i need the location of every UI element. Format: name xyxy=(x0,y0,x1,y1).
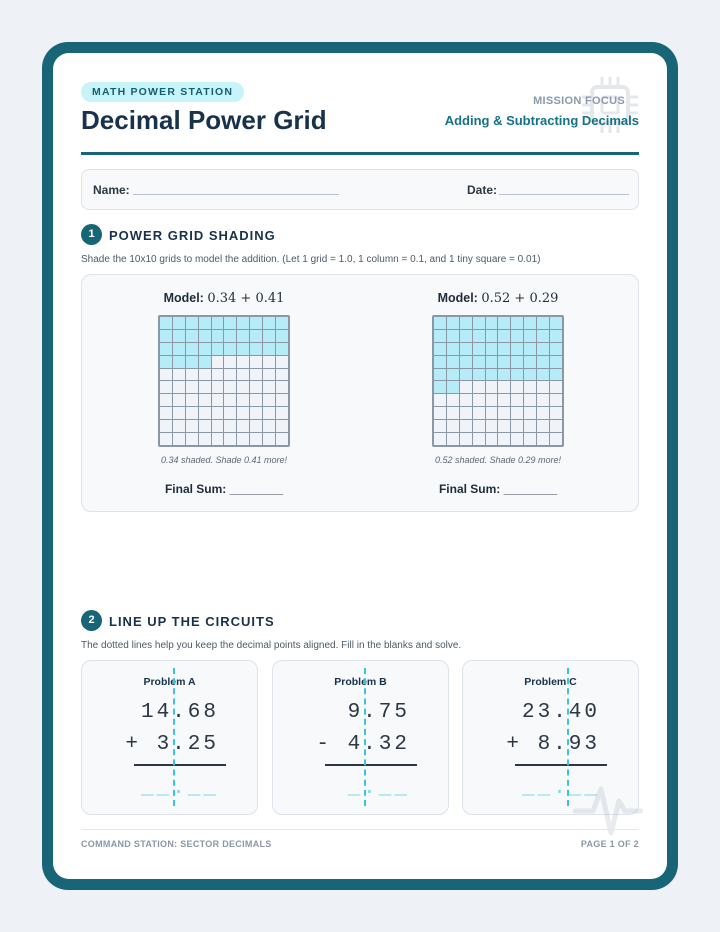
grid-square[interactable] xyxy=(224,407,236,419)
problem-a-answer[interactable]: __.__ xyxy=(140,777,219,800)
grid-square[interactable] xyxy=(550,420,562,432)
grid-square[interactable] xyxy=(276,330,288,342)
grid-square[interactable] xyxy=(276,394,288,406)
problem-c-answer[interactable]: __.__ xyxy=(521,777,600,800)
grid-square[interactable] xyxy=(186,407,198,419)
grid-square[interactable] xyxy=(524,356,536,368)
grid-square[interactable] xyxy=(276,433,288,445)
grid-square[interactable] xyxy=(263,394,275,406)
grid-square[interactable] xyxy=(511,317,523,329)
grid-square[interactable] xyxy=(473,330,485,342)
grid-square[interactable] xyxy=(186,317,198,329)
name-label: Name: xyxy=(93,183,130,197)
grid-square[interactable] xyxy=(263,433,275,445)
grid-square[interactable] xyxy=(186,433,198,445)
grid-square[interactable] xyxy=(460,394,472,406)
grid-square[interactable] xyxy=(447,330,459,342)
date-field[interactable] xyxy=(499,194,629,195)
grid-square[interactable] xyxy=(511,420,523,432)
grid-square[interactable] xyxy=(537,433,549,445)
section-1-title: POWER GRID SHADING xyxy=(109,228,276,243)
section-1-number: 1 xyxy=(81,224,102,245)
grid-square[interactable] xyxy=(237,433,249,445)
grid-square[interactable] xyxy=(224,394,236,406)
grid-square[interactable] xyxy=(524,433,536,445)
grid-square[interactable] xyxy=(212,369,224,381)
grid-square[interactable] xyxy=(460,330,472,342)
grid-square[interactable] xyxy=(537,330,549,342)
grid-square[interactable] xyxy=(160,433,172,445)
grid-square[interactable] xyxy=(498,356,510,368)
grid-square[interactable] xyxy=(434,356,446,368)
grid-square[interactable] xyxy=(224,356,236,368)
grid-square[interactable] xyxy=(160,369,172,381)
grid-square[interactable] xyxy=(160,343,172,355)
grid-square[interactable] xyxy=(276,356,288,368)
page-title: Decimal Power Grid xyxy=(81,105,327,135)
problem-a-card xyxy=(81,660,258,815)
grid-square[interactable] xyxy=(550,369,562,381)
grid-square[interactable] xyxy=(498,407,510,419)
grid-square[interactable] xyxy=(447,317,459,329)
grid-square[interactable] xyxy=(199,369,211,381)
grid-square[interactable] xyxy=(263,317,275,329)
grid-square[interactable] xyxy=(199,433,211,445)
mission-label: MISSION FOCUS xyxy=(533,95,625,107)
footer-divider xyxy=(81,829,639,830)
grid-square[interactable] xyxy=(224,433,236,445)
model-b-expression: 0.52 + 0.29 xyxy=(481,291,559,306)
grid-square[interactable] xyxy=(224,420,236,432)
grid-square[interactable] xyxy=(250,356,262,368)
grid-square[interactable] xyxy=(537,407,549,419)
grid-square[interactable] xyxy=(537,394,549,406)
section-2-title: LINE UP THE CIRCUITS xyxy=(109,614,275,629)
page-number: PAGE 1 OF 2 xyxy=(580,839,639,849)
grid-square[interactable] xyxy=(186,343,198,355)
grid-square[interactable] xyxy=(473,369,485,381)
grid-square[interactable] xyxy=(447,433,459,445)
model-b-label: Model: xyxy=(437,291,478,305)
grid-square[interactable] xyxy=(160,317,172,329)
worksheet-page xyxy=(53,53,667,879)
grid-square[interactable] xyxy=(486,356,498,368)
grid-square[interactable] xyxy=(434,420,446,432)
grid-square[interactable] xyxy=(250,381,262,393)
grid-square[interactable] xyxy=(537,356,549,368)
grid-square[interactable] xyxy=(511,394,523,406)
grid-square[interactable] xyxy=(199,394,211,406)
grid-square[interactable] xyxy=(186,381,198,393)
model-b-title xyxy=(398,291,598,306)
grid-square[interactable] xyxy=(511,330,523,342)
header-badge: MATH POWER STATION xyxy=(81,82,244,102)
grid-square[interactable] xyxy=(173,394,185,406)
grid-square[interactable] xyxy=(276,317,288,329)
grid-square[interactable] xyxy=(237,381,249,393)
grid-square[interactable] xyxy=(250,420,262,432)
grid-square[interactable] xyxy=(237,394,249,406)
grid-square[interactable] xyxy=(212,356,224,368)
grid-square[interactable] xyxy=(224,343,236,355)
grid-square[interactable] xyxy=(460,343,472,355)
header-divider xyxy=(81,152,639,155)
grid-square[interactable] xyxy=(237,330,249,342)
problem-c-line1: 23.40 xyxy=(521,701,600,724)
grid-square[interactable] xyxy=(224,381,236,393)
grid-square[interactable] xyxy=(524,317,536,329)
grid-square[interactable] xyxy=(212,381,224,393)
grid-square[interactable] xyxy=(250,369,262,381)
grid-square[interactable] xyxy=(486,407,498,419)
grid-square[interactable] xyxy=(250,394,262,406)
grid-square[interactable] xyxy=(263,343,275,355)
grid-square[interactable] xyxy=(186,420,198,432)
grid-square[interactable] xyxy=(511,407,523,419)
grid-square[interactable] xyxy=(550,343,562,355)
grid-square[interactable] xyxy=(486,394,498,406)
grid-square[interactable] xyxy=(434,369,446,381)
grid-square[interactable] xyxy=(250,433,262,445)
grid-square[interactable] xyxy=(186,369,198,381)
grid-square[interactable] xyxy=(160,407,172,419)
grid-square[interactable] xyxy=(498,433,510,445)
grid-square[interactable] xyxy=(537,420,549,432)
grid-square[interactable] xyxy=(173,343,185,355)
grid-square[interactable] xyxy=(250,407,262,419)
model-a-note: 0.34 shaded. Shade 0.41 more! xyxy=(160,455,288,465)
grid-square[interactable] xyxy=(447,407,459,419)
grid-square[interactable] xyxy=(434,343,446,355)
grid-square[interactable] xyxy=(447,381,459,393)
grid-square[interactable] xyxy=(486,317,498,329)
grid-square[interactable] xyxy=(237,420,249,432)
grid-square[interactable] xyxy=(434,394,446,406)
grid-square[interactable] xyxy=(486,433,498,445)
grid-square[interactable] xyxy=(212,330,224,342)
grid-square[interactable] xyxy=(524,343,536,355)
grid-square[interactable] xyxy=(460,407,472,419)
problem-b-title: Problem B xyxy=(334,676,387,688)
grid-square[interactable] xyxy=(276,369,288,381)
grid-square[interactable] xyxy=(276,407,288,419)
grid-square[interactable] xyxy=(498,343,510,355)
grid-square[interactable] xyxy=(486,381,498,393)
problem-a-line2: + 3.25 xyxy=(125,733,219,756)
grid-panel xyxy=(81,274,639,512)
grid-square[interactable] xyxy=(447,343,459,355)
grid-square[interactable] xyxy=(263,381,275,393)
grid-square[interactable] xyxy=(212,420,224,432)
grid-square[interactable] xyxy=(473,317,485,329)
grid-square[interactable] xyxy=(276,343,288,355)
grid-square[interactable] xyxy=(460,381,472,393)
grid-square[interactable] xyxy=(473,381,485,393)
grid-square[interactable] xyxy=(511,433,523,445)
grid-square[interactable] xyxy=(498,394,510,406)
problem-c-title: Problem C xyxy=(524,676,577,688)
grid-square[interactable] xyxy=(263,407,275,419)
grid-square[interactable] xyxy=(434,317,446,329)
grid-square[interactable] xyxy=(550,381,562,393)
grid-square[interactable] xyxy=(498,369,510,381)
date-label: Date: xyxy=(467,183,498,197)
grid-square[interactable] xyxy=(263,356,275,368)
grid-square[interactable] xyxy=(160,420,172,432)
grid-square[interactable] xyxy=(537,317,549,329)
grid-square[interactable] xyxy=(173,356,185,368)
grid-square[interactable] xyxy=(473,343,485,355)
grid-square[interactable] xyxy=(160,394,172,406)
grid-square[interactable] xyxy=(173,330,185,342)
grid-square[interactable] xyxy=(237,407,249,419)
grid-square[interactable] xyxy=(550,330,562,342)
grid-square[interactable] xyxy=(550,356,562,368)
grid-square[interactable] xyxy=(186,394,198,406)
grid-square[interactable] xyxy=(511,369,523,381)
grid-square[interactable] xyxy=(263,330,275,342)
section-2-description: The dotted lines help you keep the decimal points aligned. Fill in the blanks and solve. xyxy=(81,640,462,651)
grid-square[interactable] xyxy=(224,369,236,381)
grid-square[interactable] xyxy=(473,394,485,406)
grid-square[interactable] xyxy=(447,356,459,368)
grid-square[interactable] xyxy=(237,369,249,381)
grid-square[interactable] xyxy=(263,420,275,432)
grid-square[interactable] xyxy=(447,369,459,381)
grid-square[interactable] xyxy=(473,407,485,419)
mission-value: Adding & Subtracting Decimals xyxy=(444,113,639,128)
grid-square[interactable] xyxy=(524,330,536,342)
grid-square[interactable] xyxy=(434,433,446,445)
grid-square[interactable] xyxy=(160,330,172,342)
grid-square[interactable] xyxy=(212,394,224,406)
grid-square[interactable] xyxy=(173,317,185,329)
problem-b-card xyxy=(272,660,449,815)
grid-square[interactable] xyxy=(447,394,459,406)
grid-square[interactable] xyxy=(486,343,498,355)
grid-square[interactable] xyxy=(250,343,262,355)
grid-square[interactable] xyxy=(460,433,472,445)
grid-square[interactable] xyxy=(434,407,446,419)
grid-square[interactable] xyxy=(199,317,211,329)
grid-square[interactable] xyxy=(537,343,549,355)
problem-a-line1: 14.68 xyxy=(140,701,219,724)
grid-square[interactable] xyxy=(173,433,185,445)
grid-square[interactable] xyxy=(511,381,523,393)
grid-square[interactable] xyxy=(460,356,472,368)
name-date-box xyxy=(81,169,639,210)
section-1-description: Shade the 10x10 grids to model the addition. (Let 1 grid = 1.0, 1 column = 0.1, and 1 tiny square = 0.01) xyxy=(81,254,541,265)
grid-square[interactable] xyxy=(212,317,224,329)
grid-square[interactable] xyxy=(173,381,185,393)
grid-square[interactable] xyxy=(460,317,472,329)
grid-square[interactable] xyxy=(486,420,498,432)
grid-square[interactable] xyxy=(250,317,262,329)
grid-square[interactable] xyxy=(276,420,288,432)
grid-square[interactable] xyxy=(537,381,549,393)
grid-square[interactable] xyxy=(434,381,446,393)
grid-square[interactable] xyxy=(473,433,485,445)
grid-square[interactable] xyxy=(276,381,288,393)
grid-square[interactable] xyxy=(237,356,249,368)
grid-square[interactable] xyxy=(212,343,224,355)
grid-square[interactable] xyxy=(550,433,562,445)
grid-square[interactable] xyxy=(199,420,211,432)
grid-square[interactable] xyxy=(524,381,536,393)
model-b-note: 0.52 shaded. Shade 0.29 more! xyxy=(434,455,562,465)
grid-square[interactable] xyxy=(498,330,510,342)
grid-square[interactable] xyxy=(447,420,459,432)
grid-square[interactable] xyxy=(486,330,498,342)
problem-b-sum-bar xyxy=(325,764,417,766)
grid-square[interactable] xyxy=(473,420,485,432)
problem-c-decimal-guide xyxy=(567,668,569,806)
model-a-label: Model: xyxy=(163,291,204,305)
grid-square[interactable] xyxy=(498,381,510,393)
grid-square[interactable] xyxy=(550,317,562,329)
grid-square[interactable] xyxy=(524,369,536,381)
grid-square[interactable] xyxy=(212,407,224,419)
name-field[interactable] xyxy=(133,194,339,195)
grid-square[interactable] xyxy=(160,381,172,393)
problem-b-decimal-guide xyxy=(364,668,366,806)
grid-square[interactable] xyxy=(199,356,211,368)
grid-square[interactable] xyxy=(460,369,472,381)
model-a-expression: 0.34 + 0.41 xyxy=(207,291,285,306)
grid-square[interactable] xyxy=(524,420,536,432)
grid-square[interactable] xyxy=(250,330,262,342)
grid-square[interactable] xyxy=(237,317,249,329)
problem-a-title: Problem A xyxy=(143,676,196,688)
grid-square[interactable] xyxy=(498,317,510,329)
grid-square[interactable] xyxy=(173,369,185,381)
power-grid-b[interactable] xyxy=(432,315,564,447)
grid-square[interactable] xyxy=(199,381,211,393)
grid-square[interactable] xyxy=(524,394,536,406)
grid-square[interactable] xyxy=(160,356,172,368)
grid-square[interactable] xyxy=(237,343,249,355)
problem-a-sum-bar xyxy=(134,764,226,766)
grid-square[interactable] xyxy=(434,330,446,342)
problem-b-answer[interactable]: _.__ xyxy=(347,777,410,800)
grid-square[interactable] xyxy=(186,356,198,368)
grid-square[interactable] xyxy=(224,330,236,342)
model-a-title xyxy=(124,291,324,306)
power-grid-a[interactable] xyxy=(158,315,290,447)
grid-square[interactable] xyxy=(224,317,236,329)
grid-square[interactable] xyxy=(537,369,549,381)
grid-square[interactable] xyxy=(486,369,498,381)
grid-square[interactable] xyxy=(173,407,185,419)
grid-square[interactable] xyxy=(460,420,472,432)
grid-square[interactable] xyxy=(511,343,523,355)
grid-square[interactable] xyxy=(199,343,211,355)
problem-c-sum-bar xyxy=(515,764,607,766)
grid-square[interactable] xyxy=(263,369,275,381)
grid-square[interactable] xyxy=(199,330,211,342)
grid-square[interactable] xyxy=(212,433,224,445)
grid-square[interactable] xyxy=(550,407,562,419)
grid-square[interactable] xyxy=(186,330,198,342)
problem-c-line2: + 8.93 xyxy=(506,733,600,756)
problem-a-decimal-guide xyxy=(173,668,175,806)
section-2-number: 2 xyxy=(81,610,102,631)
model-b-final-sum[interactable]: Final Sum: ________ xyxy=(438,482,558,496)
footer-left: COMMAND STATION: SECTOR DECIMALS xyxy=(81,839,272,849)
grid-square[interactable] xyxy=(498,420,510,432)
grid-square[interactable] xyxy=(550,394,562,406)
grid-square[interactable] xyxy=(173,420,185,432)
grid-square[interactable] xyxy=(199,407,211,419)
grid-square[interactable] xyxy=(511,356,523,368)
problem-b-line1: 9.75 xyxy=(347,701,410,724)
problem-b-line2: - 4.32 xyxy=(316,733,410,756)
model-a-final-sum[interactable]: Final Sum: ________ xyxy=(164,482,284,496)
grid-square[interactable] xyxy=(473,356,485,368)
grid-square[interactable] xyxy=(524,407,536,419)
